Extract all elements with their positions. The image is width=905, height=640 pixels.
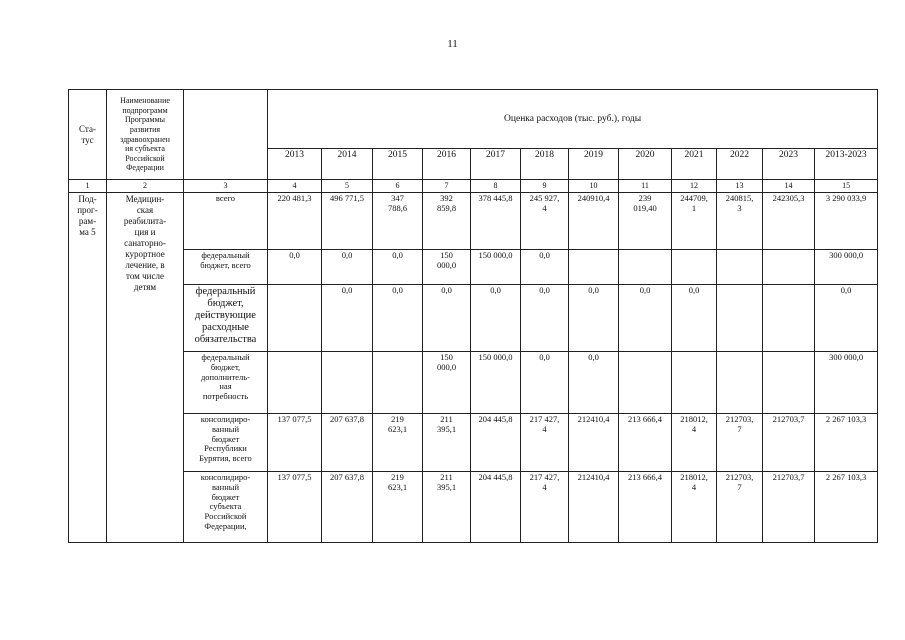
value-cell: 2 267 103,3 — [815, 414, 878, 472]
value-cell: 244709, 1 — [672, 193, 717, 250]
funding-source-cell: федеральный бюджет, действующие расходные обязательства — [184, 285, 268, 352]
value-cell — [268, 352, 322, 414]
value-cell: 212703,7 — [763, 414, 815, 472]
column-number-cell: 6 — [373, 180, 423, 193]
value-cell: 207 637,8 — [322, 414, 373, 472]
year-header-cell: 2015 — [373, 149, 423, 180]
value-cell: 212410,4 — [569, 472, 619, 543]
table-row — [69, 285, 878, 352]
value-cell: 0,0 — [322, 250, 373, 285]
year-header-cell: 2020 — [619, 149, 672, 180]
value-cell: 3 290 033,9 — [815, 193, 878, 250]
page-number: 11 — [447, 38, 458, 50]
budget-table — [68, 89, 878, 543]
column-number-cell: 3 — [184, 180, 268, 193]
value-cell — [322, 352, 373, 414]
year-header-cell: 2021 — [672, 149, 717, 180]
value-cell: 219 623,1 — [373, 472, 423, 543]
value-cell: 0,0 — [521, 285, 569, 352]
year-header-cell: 2014 — [322, 149, 373, 180]
value-cell — [619, 352, 672, 414]
value-cell: 0,0 — [619, 285, 672, 352]
value-cell: 213 666,4 — [619, 414, 672, 472]
value-cell — [672, 352, 717, 414]
value-cell — [373, 352, 423, 414]
value-cell: 207 637,8 — [322, 472, 373, 543]
value-cell: 0,0 — [672, 285, 717, 352]
funding-source-cell: федеральный бюджет, всего — [184, 250, 268, 285]
year-header-cell: 2022 — [717, 149, 763, 180]
value-cell: 0,0 — [815, 285, 878, 352]
year-header-cell: 2013 — [268, 149, 322, 180]
value-cell: 240815, 3 — [717, 193, 763, 250]
value-cell — [763, 352, 815, 414]
column-number-cell: 4 — [268, 180, 322, 193]
value-cell: 300 000,0 — [815, 352, 878, 414]
value-cell: 0,0 — [373, 250, 423, 285]
value-cell: 392 859,8 — [423, 193, 471, 250]
value-cell: 211 395,1 — [423, 414, 471, 472]
value-cell: 150 000,0 — [423, 250, 471, 285]
value-cell: 347 788,6 — [373, 193, 423, 250]
value-cell: 217 427, 4 — [521, 414, 569, 472]
value-cell — [619, 250, 672, 285]
column-number-cell: 12 — [672, 180, 717, 193]
year-header-cell: 2019 — [569, 149, 619, 180]
value-cell — [717, 250, 763, 285]
value-cell: 242305,3 — [763, 193, 815, 250]
column-number-cell: 7 — [423, 180, 471, 193]
value-cell — [672, 250, 717, 285]
header-column-numbers-row — [69, 180, 878, 193]
value-cell — [763, 285, 815, 352]
value-cell: 212703,7 — [763, 472, 815, 543]
value-cell: 0,0 — [471, 285, 521, 352]
column-number-cell: 2 — [107, 180, 184, 193]
header-status: Ста- тус — [69, 90, 107, 180]
column-number-cell: 14 — [763, 180, 815, 193]
header-source-blank — [184, 90, 268, 180]
header-subprogram-name: Наименование подпрограмм Программы развития здравоохранен ия субъекта Российской Федерации — [107, 90, 184, 180]
column-number-cell: 8 — [471, 180, 521, 193]
value-cell: 240910,4 — [569, 193, 619, 250]
year-header-cell: 2016 — [423, 149, 471, 180]
value-cell: 0,0 — [322, 285, 373, 352]
column-number-cell: 11 — [619, 180, 672, 193]
status-cell: Под- прог- рам- ма 5 — [69, 193, 107, 543]
column-number-cell: 1 — [69, 180, 107, 193]
value-cell: 239 019,40 — [619, 193, 672, 250]
value-cell: 0,0 — [569, 285, 619, 352]
value-cell: 137 077,5 — [268, 472, 322, 543]
value-cell: 245 927, 4 — [521, 193, 569, 250]
funding-source-cell: всего — [184, 193, 268, 250]
funding-source-cell: консолидиро- ванный бюджет субъекта Российской Федерации, — [184, 472, 268, 543]
value-cell: 212703, 7 — [717, 414, 763, 472]
value-cell — [763, 250, 815, 285]
value-cell: 204 445,8 — [471, 414, 521, 472]
value-cell — [717, 285, 763, 352]
value-cell: 2 267 103,3 — [815, 472, 878, 543]
funding-source-cell: консолидиро- ванный бюджет Республики Бурятия, всего — [184, 414, 268, 472]
value-cell: 0,0 — [423, 285, 471, 352]
table-row — [69, 414, 878, 472]
table-row — [69, 250, 878, 285]
table-row — [69, 472, 878, 543]
value-cell: 220 481,3 — [268, 193, 322, 250]
value-cell: 150 000,0 — [471, 352, 521, 414]
column-number-cell: 5 — [322, 180, 373, 193]
value-cell: 378 445,8 — [471, 193, 521, 250]
column-number-cell: 15 — [815, 180, 878, 193]
header-estimate-title: Оценка расходов (тыс. руб.), годы — [268, 90, 878, 149]
column-number-cell: 9 — [521, 180, 569, 193]
value-cell: 219 623,1 — [373, 414, 423, 472]
value-cell: 211 395,1 — [423, 472, 471, 543]
subprogram-name-cell: Медицин- ская реабилита- ция и санаторно- курортное лечение, в том числе детям — [107, 193, 184, 543]
value-cell: 212703, 7 — [717, 472, 763, 543]
value-cell: 0,0 — [521, 250, 569, 285]
value-cell: 218012, 4 — [672, 414, 717, 472]
value-cell: 213 666,4 — [619, 472, 672, 543]
value-cell: 150 000,0 — [471, 250, 521, 285]
year-header-cell: 2023 — [763, 149, 815, 180]
value-cell: 212410,4 — [569, 414, 619, 472]
year-header-cell: 2018 — [521, 149, 569, 180]
table-row — [69, 352, 878, 414]
value-cell — [268, 285, 322, 352]
year-header-cell: 2017 — [471, 149, 521, 180]
value-cell: 0,0 — [268, 250, 322, 285]
value-cell: 300 000,0 — [815, 250, 878, 285]
value-cell: 0,0 — [521, 352, 569, 414]
value-cell: 204 445,8 — [471, 472, 521, 543]
value-cell — [717, 352, 763, 414]
value-cell: 0,0 — [569, 352, 619, 414]
value-cell: 217 427, 4 — [521, 472, 569, 543]
table-row — [69, 193, 878, 250]
column-number-cell: 13 — [717, 180, 763, 193]
funding-source-cell: федеральный бюджет, дополнитель- ная потребность — [184, 352, 268, 414]
value-cell — [569, 250, 619, 285]
value-cell: 137 077,5 — [268, 414, 322, 472]
value-cell: 0,0 — [373, 285, 423, 352]
value-cell: 150 000,0 — [423, 352, 471, 414]
value-cell: 218012, 4 — [672, 472, 717, 543]
value-cell: 496 771,5 — [322, 193, 373, 250]
column-number-cell: 10 — [569, 180, 619, 193]
year-header-cell: 2013-2023 — [815, 149, 878, 180]
